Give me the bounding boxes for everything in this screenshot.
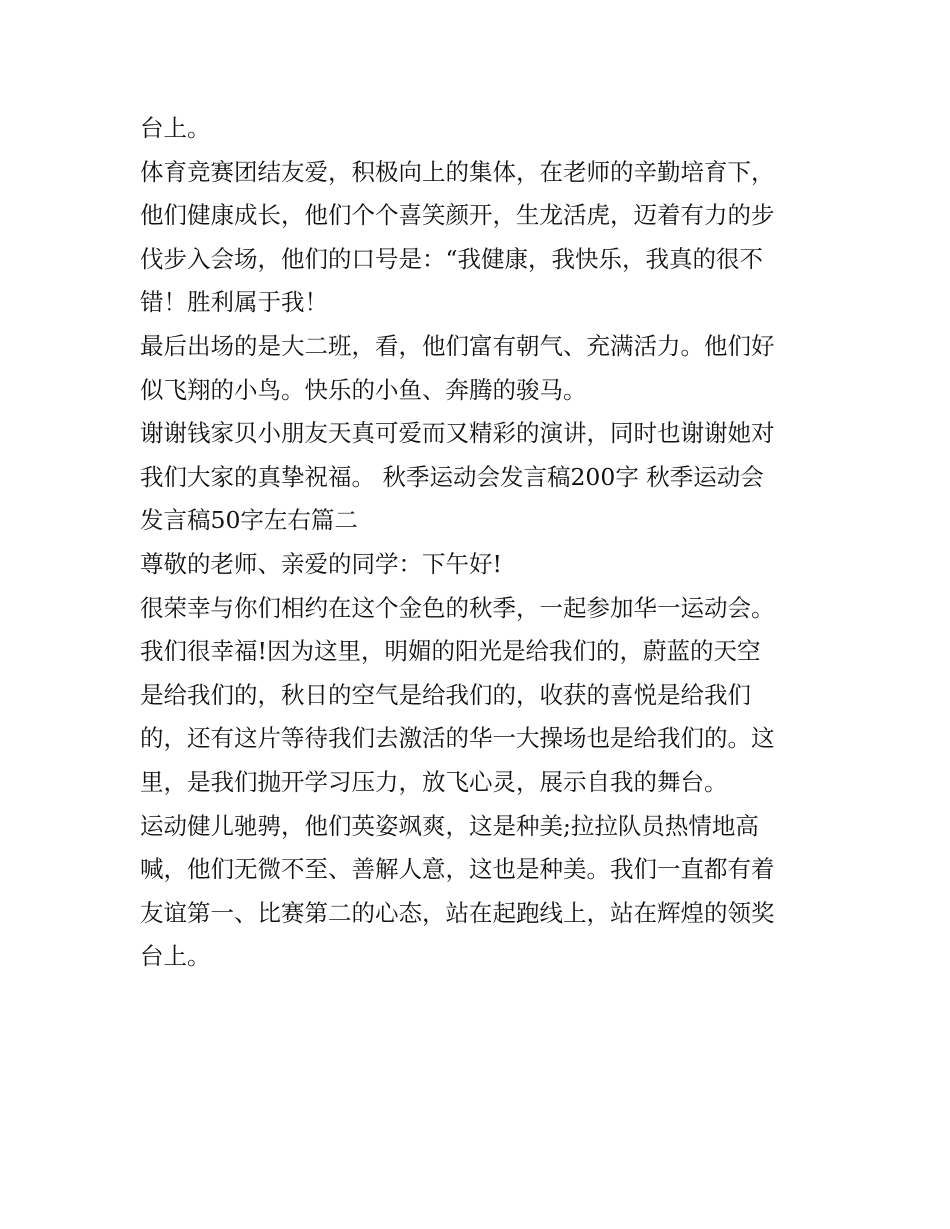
text-line-17: 运动健儿驰骋，他们英姿飒爽，这是种美;拉拉队员热情地高 bbox=[140, 811, 759, 840]
text-line-6: 最后出场的是大二班，看，他们富有朝气、充满活力。他们好 bbox=[140, 331, 775, 360]
text-line-7: 似飞翔的小鸟。快乐的小鱼、奔腾的骏马。 bbox=[140, 375, 587, 404]
text-line-11: 尊敬的老师、亲爱的同学：下午好! bbox=[140, 549, 502, 578]
text-line-19: 友谊第一、比赛第二的心态，站在起跑线上，站在辉煌的领奖 bbox=[140, 898, 775, 927]
text-line-18: 喊，他们无微不至、善解人意，这也是种美。我们一直都有着 bbox=[140, 855, 775, 884]
text-line-1: 台上。 bbox=[140, 114, 211, 142]
text-line-12: 很荣幸与你们相约在这个金色的秋季，一起参加华一运动会。 bbox=[140, 593, 775, 622]
text-line-13: 我们很幸福!因为这里，明媚的阳光是给我们的，蔚蓝的天空 bbox=[140, 637, 761, 666]
text-line-2: 体育竞赛团结友爱，积极向上的集体，在老师的辛勤培育下， bbox=[140, 157, 775, 186]
text-line-10: 发言稿50字左右篇二 bbox=[140, 506, 358, 535]
document-body bbox=[140, 107, 820, 979]
text-line-9: 我们大家的真挚祝福。 秋季运动会发言稿200字 秋季运动会 bbox=[140, 462, 764, 491]
text-line-4: 伐步入会场，他们的口号是：“我健康，我快乐，我真的很不 bbox=[140, 244, 764, 273]
text-line-14: 是给我们的，秋日的空气是给我们的，收获的喜悦是给我们 bbox=[140, 680, 751, 709]
text-line-3: 他们健康成长，他们个个喜笑颜开，生龙活虎，迈着有力的步 bbox=[140, 201, 775, 230]
text-line-5: 错！胜利属于我！ bbox=[140, 288, 328, 317]
text-line-8: 谢谢钱家贝小朋友天真可爱而又精彩的演讲，同时也谢谢她对 bbox=[140, 419, 775, 448]
text-line-20: 台上。 bbox=[140, 942, 211, 971]
text-line-15: 的，还有这片等待我们去激活的华一大操场也是给我们的。这 bbox=[140, 724, 775, 753]
text-line-16: 里，是我们抛开学习压力，放飞心灵，展示自我的舞台。 bbox=[140, 767, 728, 796]
